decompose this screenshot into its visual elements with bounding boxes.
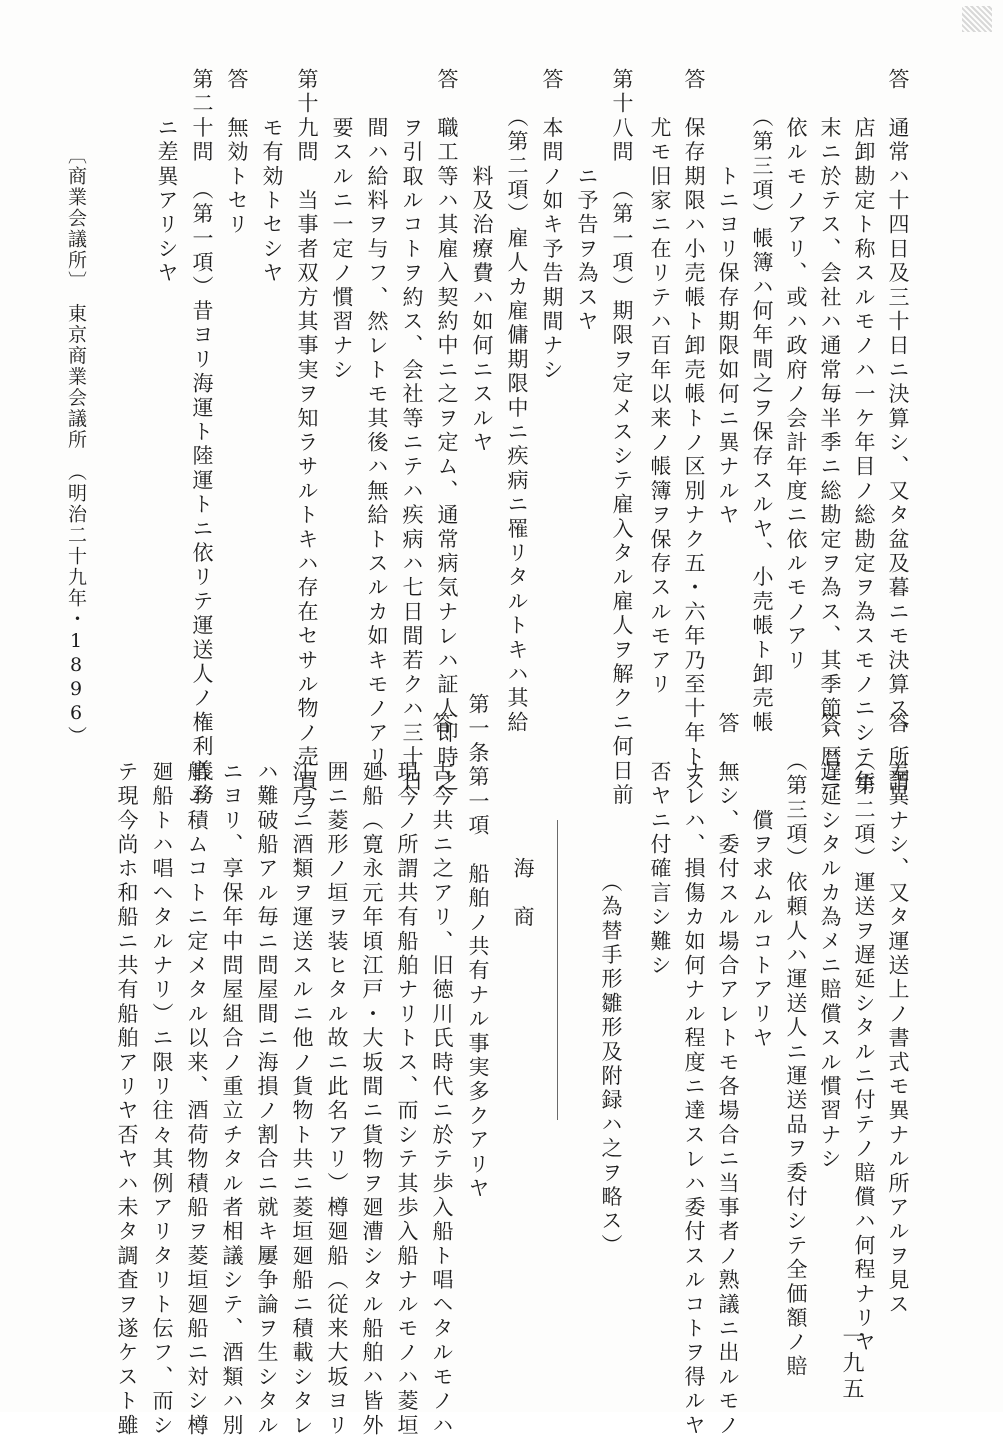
lower-column-11: 第一条第一項 船舶ノ共有ナル事実多クアリヤ	[466, 693, 490, 1202]
lower-column-13: 現今ノ所謂共有船舶ナリトス、而シテ其歩入船ナルモノハ菱垣	[395, 712, 419, 1438]
source-reference: 〔商業会議所〕 東京商業会議所 （明治二十九年・1896）	[65, 145, 87, 747]
section-divider	[557, 820, 558, 1120]
lower-column-3: 答 遅延シタルカ為メニ賠償スル慣習ナシ	[818, 712, 842, 1172]
upper-column-8: 尤モ旧家ニ在リテハ百年以来ノ帳簿ヲ保存スルモアリ	[648, 68, 672, 698]
upper-column-20: 答 無効トセリ	[225, 68, 249, 238]
upper-column-17: 要スルニ一定ノ慣習ナシ	[330, 68, 354, 383]
lower-column-4: （第三項）依頼人ハ運送人ニ運送品ヲ委付シテ全価額ノ賠	[784, 712, 808, 1380]
lower-column-8: 否ヤニ付確言シ難シ	[648, 712, 672, 979]
upper-column-21: 第二十問 （第一項）昔ヨリ海運ト陸運トニ依リテ運送人ノ権利義務	[190, 68, 214, 808]
lower-column-17: ハ難破船アル毎ニ問屋間ニ海損ノ割合ニ就キ屢争論ヲ生シタル	[255, 712, 279, 1438]
upper-column-19: モ有効トセシヤ	[260, 68, 284, 286]
upper-column-16: 間ハ給料ヲ与フ、然レトモ其後ハ無給トスルカ如キモノアリ、	[365, 68, 389, 794]
page-number: 一九五	[839, 1325, 864, 1403]
lower-column-5: 償ヲ求ムルコトアリヤ	[750, 712, 774, 1051]
lower-column-6: 答 無シ、委付スル場合アレトモ各場合ニ当事者ノ熟議ニ出ルモノ	[716, 712, 740, 1438]
upper-column-2: 店卸勘定ト称スルモノハ一ケ年目ノ総勘定ヲ為スモノニシテ年	[852, 68, 876, 794]
upper-column-5: （第三項）帳簿ハ何年間之ヲ保存スルヤ、小売帳ト卸売帳	[750, 68, 774, 736]
lower-column-1: 答 差異ナシ、又タ運送上ノ書式モ異ナル所アルヲ見ス	[886, 712, 910, 1317]
lower-column-21: テ現今尚ホ和船ニ共有船舶アリヤ否ヤハ未タ調査ヲ遂ケスト雖	[115, 712, 139, 1438]
lower-column-14: 廻船（寛永元年頃江戸・大坂間ニ貨物ヲ廻漕シタル船舶ハ皆外	[360, 712, 384, 1438]
upper-column-9: 第十八問 （第一項）期限ヲ定メスシテ雇入タル雇人ヲ解クニ何日前	[610, 68, 634, 808]
upper-column-6: トニヨリ保存期限如何ニ異ナルヤ	[716, 68, 740, 528]
upper-column-11: 答 本問ノ如キ予告期間ナシ	[540, 68, 564, 383]
section-title-kaisho: 海 商	[511, 712, 535, 930]
upper-column-10: ニ予告ヲ為スヤ	[575, 68, 599, 335]
lower-column-7: ナレハ、損傷カ如何ナル程度ニ達スレハ委付スルコトヲ得ルヤ	[682, 712, 706, 1438]
lower-column-15: 囲ニ菱形ノ垣ヲ装ヒタル故ニ此名アリ）樽廻船（従来大坂ヨリ	[325, 712, 349, 1438]
upper-column-15: ヲ引取ルコトヲ約ス、会社等ニテハ疾病ハ七日間若クハ三十日	[400, 68, 424, 794]
lower-column-2: （第二項）運送ヲ遅延シタルニ付テノ賠償ハ何程ナリヤ	[852, 712, 876, 1355]
scan-corner-mark	[962, 6, 992, 32]
lower-column-16: 江戸ニ酒類ヲ運送スルニ他ノ貨物ト共ニ菱垣廻船ニ積載シタレ	[290, 712, 314, 1438]
upper-column-4: 依ルモノアリ、或ハ政府ノ会計年度ニ依ルモノアリ	[784, 68, 808, 673]
lower-column-12: 答 古今共ニ之アリ、旧徳川氏時代ニ於テ歩入船ト唱ヘタルモノハ	[430, 712, 454, 1438]
upper-column-7: 答 保存期限ハ小売帳ト卸売帳トノ区別ナク五・六年乃至十年トス	[682, 68, 706, 794]
upper-column-1: 答 通常ハ十四日及三十日ニ決算シ、又タ盆及暮ニモ決算ス、所謂	[886, 68, 910, 794]
upper-column-13: 料及治療費ハ如何ニスルヤ	[470, 68, 494, 456]
omission-note: （為替手形雛形及附録ハ之ヲ略ス）	[599, 712, 623, 1259]
upper-column-22: ニ差異アリシヤ	[155, 68, 179, 286]
upper-column-3: 末ニ於テス、会社ハ通常毎半季ニ総勘定ヲ為ス、其季節ハ暦ニ	[818, 68, 842, 794]
upper-column-12: （第二項）雇人カ雇傭期限中ニ疾病ニ罹リタルトキハ其給	[505, 68, 529, 736]
upper-column-18: 第十九問 当事者双方其事実ヲ知ラサルトキハ存在セサル物ノ売買ヲ	[295, 68, 319, 819]
lower-column-20: 廻船トハ唱ヘタルナリ）ニ限リ往々其例アリタリト伝フ、而シ	[150, 712, 174, 1438]
upper-column-14: 答 職工等ハ其雇入契約中ニ之ヲ定ム、通常病気ナレハ証人即時之	[435, 68, 459, 794]
lower-column-19: 船ニ積ムコトニ定メタル以来、酒荷物積船ヲ菱垣廻船ニ対シ樽	[185, 712, 209, 1438]
lower-column-18: ニヨリ、享保年中問屋組合ノ重立チタル者相議シテ、酒類ハ別	[220, 712, 244, 1438]
